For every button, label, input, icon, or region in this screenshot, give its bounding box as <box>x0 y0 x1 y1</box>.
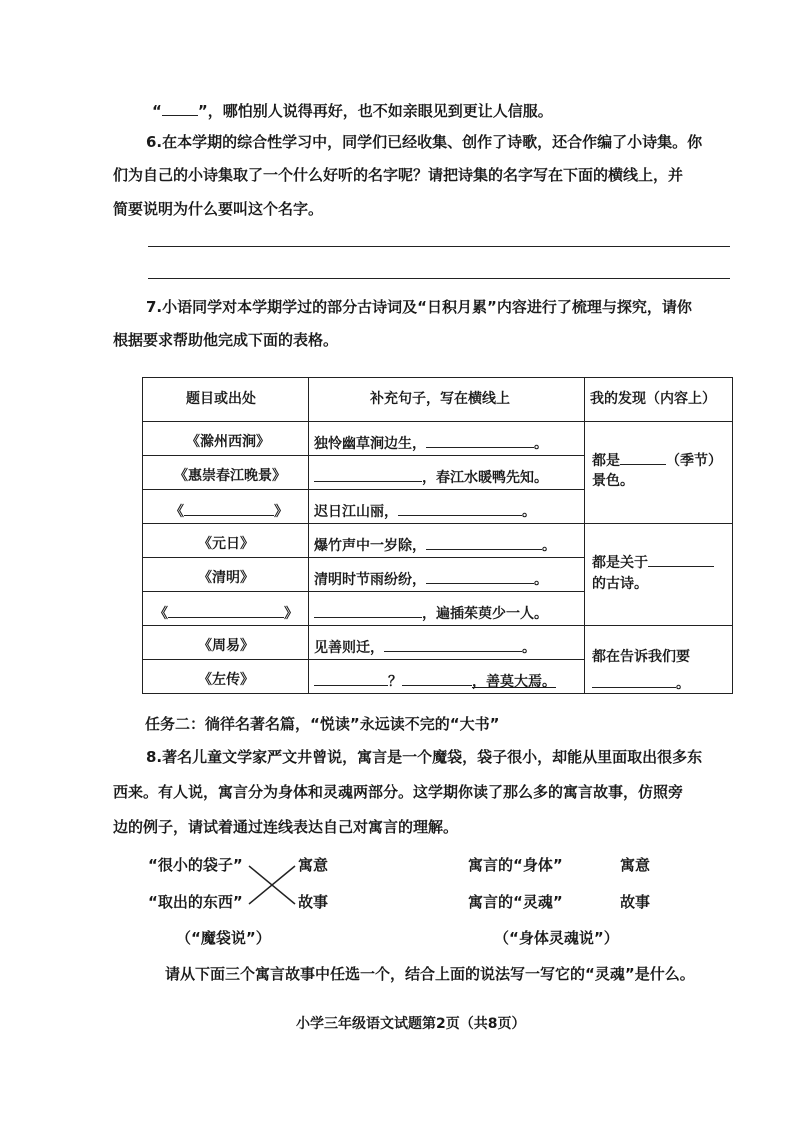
q6-line-2: 们为自己的小诗集取了一个什么好听的名字呢？请把诗集的名字写在下面的横线上，并 <box>113 166 684 184</box>
finding-3: 都在告诉我们要 <box>592 649 690 665</box>
q6-line-1: 6.在本学期的综合性学习中，同学们已经收集、创作了诗歌，还合作编了小诗集。你 <box>146 133 703 151</box>
sentence-blank[interactable] <box>384 637 522 652</box>
row-source: 《 》 <box>170 501 288 521</box>
exercise-right-top[interactable]: 寓意 <box>620 856 651 874</box>
finding-3-end: 。 <box>592 673 690 693</box>
theme-blank[interactable] <box>648 552 714 567</box>
finding-1-end: 景色。 <box>592 473 634 489</box>
finding-1: 都是 （季节） <box>592 450 722 470</box>
q7-line-2: 根据要求帮助他完成下面的表格。 <box>113 331 339 349</box>
season-blank[interactable] <box>620 450 666 465</box>
row-source: 《 》 <box>154 603 298 623</box>
example-right-bottom: 故事 <box>298 893 329 911</box>
example-left-top: “很小的袋子” <box>148 856 243 874</box>
row-source: 《惠崇春江晚景》 <box>174 468 286 484</box>
intro-line <box>152 101 553 120</box>
sentence-blank[interactable] <box>314 671 388 686</box>
sentence-blank[interactable] <box>426 535 542 550</box>
instruction: 请从下面三个寓言故事中任选一个，结合上面的说法写一写它的“灵魂”是什么。 <box>165 965 695 983</box>
q6-line-3: 简要说明为什么要叫这个名字。 <box>113 200 324 218</box>
page-footer: 小学三年级语文试题第2页（共8页） <box>296 1016 526 1032</box>
q8-line-3: 边的例子，请试着通过连线表达自己对寓言的理解。 <box>113 818 459 836</box>
finding-2-end: 的古诗。 <box>592 576 648 592</box>
row-sentence: 迟日江山丽， 。 <box>314 501 536 521</box>
sentence-blank[interactable] <box>402 671 472 686</box>
row-sentence: ，春江水暖鸭先知。 <box>314 467 548 487</box>
row-sentence: ？ ，善莫大焉。 <box>314 671 556 691</box>
answer-blank[interactable] <box>162 101 198 116</box>
sentence-blank[interactable] <box>398 501 522 516</box>
header-source: 题目或出处 <box>186 391 256 407</box>
example-right-top: 寓意 <box>298 856 329 874</box>
exercise-right-bottom[interactable]: 故事 <box>620 893 651 911</box>
row-source: 《左传》 <box>198 672 254 688</box>
sentence-blank[interactable] <box>426 433 534 448</box>
title-blank[interactable] <box>168 603 284 618</box>
header-finding: 我的发现（内容上） <box>590 391 716 407</box>
open-quote: “ <box>152 102 162 120</box>
example-left-bottom: “取出的东西” <box>148 893 243 911</box>
q8-line-2: 西来。有人说，寓言分为身体和灵魂两部分。这学期你读了那么多的寓言故事，仿照旁 <box>113 783 684 801</box>
row-sentence: 清明时节雨纷纷， 。 <box>314 569 548 589</box>
row-sentence: 见善则迁， 。 <box>314 637 536 657</box>
example-cross-lines <box>245 862 301 908</box>
row-source: 《滁州西涧》 <box>186 434 270 450</box>
title-blank[interactable] <box>184 501 274 516</box>
sentence-blank[interactable] <box>314 603 422 618</box>
answer-line-2[interactable] <box>148 278 730 279</box>
row-sentence: 爆竹声中一岁除， 。 <box>314 535 556 555</box>
row-source: 《清明》 <box>198 570 254 586</box>
row-source: 《周易》 <box>198 638 254 654</box>
finding-2: 都是关于 <box>592 552 714 572</box>
exercise-left-bottom[interactable]: 寓言的“灵魂” <box>468 893 563 911</box>
q7-line-1: 7.小语同学对本学期学过的部分古诗词及“日积月累”内容进行了梳理与探究，请你 <box>146 298 692 316</box>
answer-line-1[interactable] <box>148 246 730 247</box>
intro-text: ”，哪怕别人说得再好，也不如亲眼见到更让人信服。 <box>197 102 553 120</box>
header-sentence: 补充句子，写在横线上 <box>370 391 510 407</box>
sentence-blank[interactable] <box>314 467 422 482</box>
q8-line-1: 8.著名儿童文学家严文井曾说，寓言是一个魔袋，袋子很小，却能从里面取出很多东 <box>146 748 703 766</box>
example-caption: （“魔袋说”） <box>176 929 271 947</box>
exercise-caption: （“身体灵魂说”） <box>494 929 619 947</box>
lesson-blank[interactable] <box>592 673 676 688</box>
row-source: 《元日》 <box>198 536 254 552</box>
row-sentence: 独怜幽草涧边生， 。 <box>314 433 548 453</box>
row-sentence: ，遍插茱萸少一人。 <box>314 603 548 623</box>
task2-title: 任务二：徜徉名著名篇，“悦读”永远读不完的“大书” <box>145 715 500 733</box>
sentence-blank[interactable] <box>426 569 534 584</box>
exercise-left-top[interactable]: 寓言的“身体” <box>468 856 563 874</box>
